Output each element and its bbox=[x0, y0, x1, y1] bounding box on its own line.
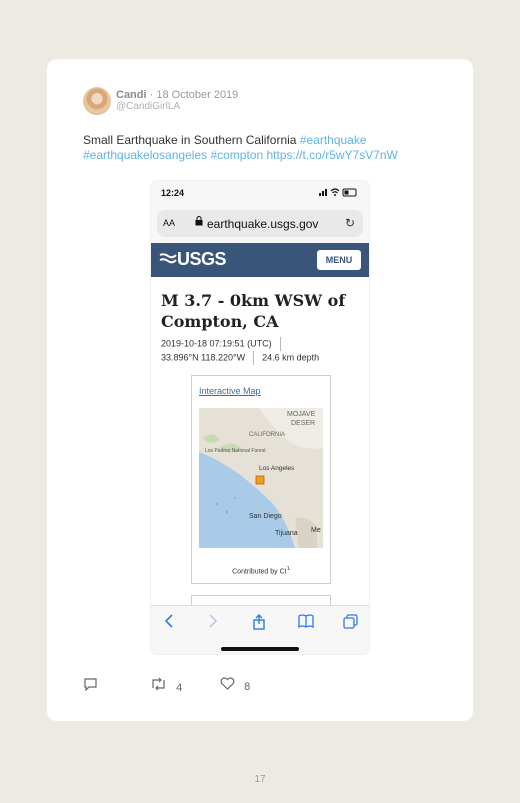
usgs-wave-icon bbox=[159, 252, 177, 266]
quake-title: M 3.7 - 0km WSW of Compton, CA bbox=[161, 291, 346, 331]
map-label-desert: DESER bbox=[291, 420, 316, 427]
tweet-link[interactable]: https://t.co/r5wY7sV7nW bbox=[266, 148, 398, 162]
divider bbox=[253, 351, 254, 365]
menu-button[interactable]: MENU bbox=[317, 250, 361, 270]
url-pill[interactable] bbox=[157, 210, 363, 237]
like-count: 8 bbox=[244, 681, 251, 693]
url-text[interactable]: earthquake.usgs.gov bbox=[207, 217, 319, 231]
quake-depth: 24.6 km depth bbox=[262, 352, 320, 363]
map-label-los-angeles: Los Angeles bbox=[259, 465, 295, 472]
text-size-button[interactable]: AA bbox=[163, 218, 176, 228]
url-bar[interactable] bbox=[151, 206, 369, 243]
status-icons bbox=[319, 187, 359, 199]
retweet-button[interactable] bbox=[150, 677, 182, 694]
author-handle[interactable]: @CandiGirlLA bbox=[116, 101, 181, 112]
map-card bbox=[191, 375, 331, 584]
bookmarks-icon[interactable] bbox=[298, 614, 314, 631]
map-credit-text: Contributed by CI bbox=[232, 568, 287, 576]
quake-datetime: 2019-10-18 07:19:51 (UTC) bbox=[161, 338, 272, 349]
tweet-author[interactable] bbox=[116, 89, 238, 101]
reload-icon[interactable]: ↻ bbox=[344, 216, 355, 230]
usgs-header bbox=[151, 243, 369, 277]
map-credit-sup: 1 bbox=[286, 566, 290, 572]
map-label-california: CALIFORNIA bbox=[249, 432, 286, 438]
map-label-me: Me bbox=[311, 527, 321, 534]
safari-toolbar bbox=[151, 605, 369, 654]
hashtag-compton[interactable]: #compton bbox=[210, 148, 264, 162]
avatar[interactable] bbox=[83, 87, 111, 115]
map-label-san-diego: San Diego bbox=[249, 513, 282, 520]
tabs-icon[interactable] bbox=[343, 614, 359, 633]
retweet-count: 4 bbox=[176, 682, 183, 694]
status-time: 12:24 bbox=[161, 188, 185, 198]
divider bbox=[280, 337, 281, 351]
status-bar bbox=[151, 181, 369, 206]
screenshot-phone bbox=[151, 181, 369, 654]
map-credit bbox=[192, 566, 330, 575]
tweet-text bbox=[83, 133, 453, 163]
author-name[interactable]: Candi bbox=[116, 89, 147, 101]
like-button[interactable] bbox=[220, 677, 250, 693]
map-label-mojave: MOJAVE bbox=[287, 411, 316, 418]
lock-icon bbox=[195, 216, 203, 229]
forward-icon[interactable] bbox=[207, 614, 219, 631]
hashtag-earthquakelosangeles[interactable]: #earthquakelosangeles bbox=[83, 148, 208, 162]
quake-datetime-row bbox=[161, 337, 289, 351]
usgs-logo[interactable] bbox=[159, 249, 226, 270]
map-label-tijuana: Tijuana bbox=[275, 530, 298, 537]
quake-location-row bbox=[161, 351, 319, 365]
page-number: 17 bbox=[254, 774, 266, 785]
usgs-logo-text: USGS bbox=[177, 249, 227, 269]
map-label-los-padres: Los Padres National Forest bbox=[205, 448, 266, 454]
reply-icon bbox=[83, 677, 98, 691]
tweet-card bbox=[47, 59, 473, 721]
tweet-date: · 18 October 2019 bbox=[149, 89, 239, 101]
tweet-body: Small Earthquake in Southern California bbox=[83, 133, 297, 147]
like-icon bbox=[220, 677, 235, 690]
reply-button[interactable] bbox=[83, 677, 98, 694]
share-icon[interactable] bbox=[252, 614, 266, 633]
quake-coords: 33.896°N 118.220°W bbox=[161, 352, 246, 363]
interactive-map-link[interactable]: Interactive Map bbox=[199, 386, 261, 396]
epicenter-marker[interactable] bbox=[256, 476, 264, 484]
map-image[interactable] bbox=[199, 408, 323, 548]
hashtag-earthquake[interactable]: #earthquake bbox=[299, 133, 367, 147]
retweet-icon bbox=[150, 677, 167, 691]
home-indicator bbox=[221, 647, 299, 651]
back-icon[interactable] bbox=[163, 614, 175, 631]
